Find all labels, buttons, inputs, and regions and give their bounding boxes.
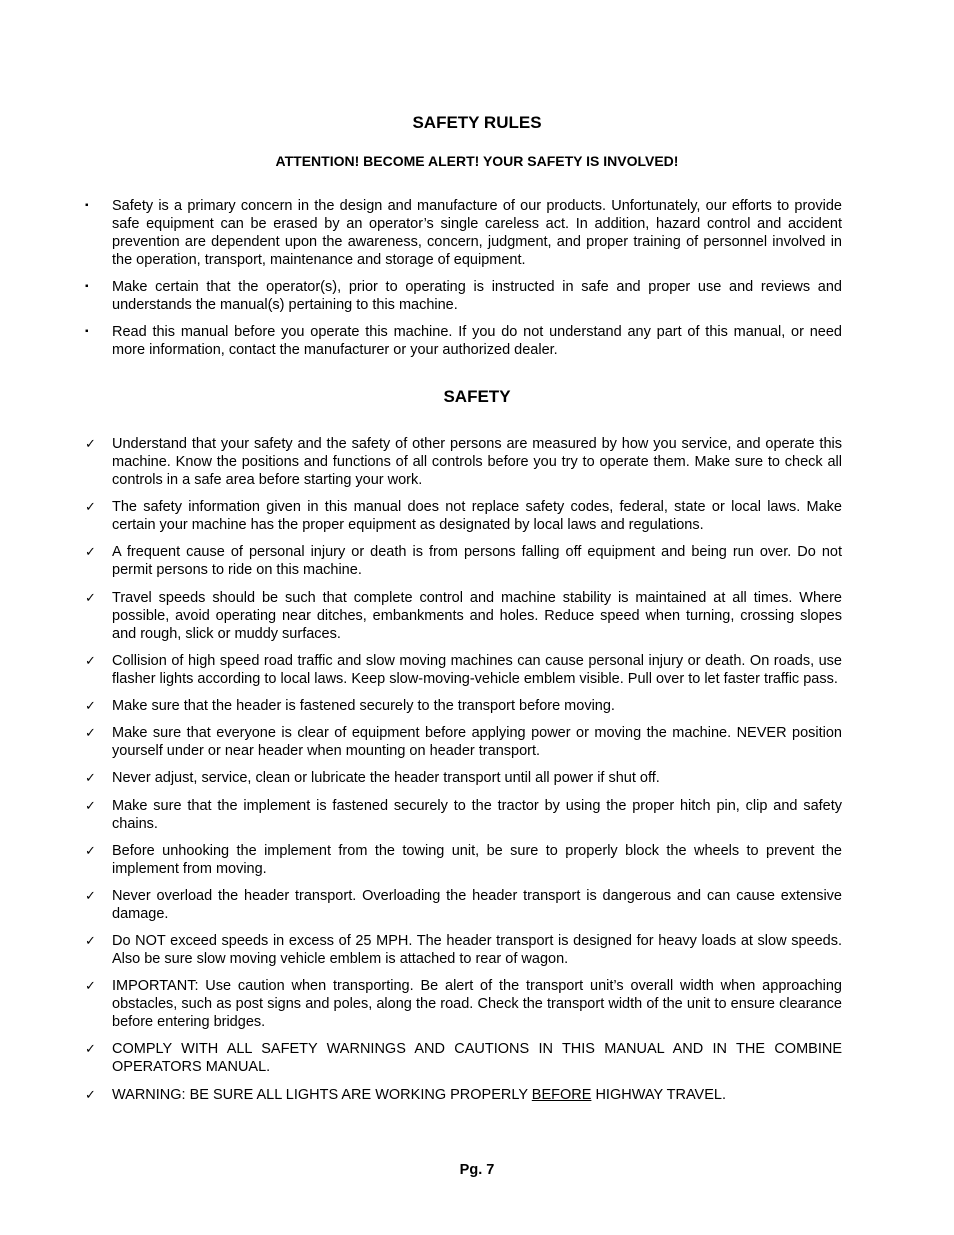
list-item-text: Never overload the header transport. Overloading the header transport is dangerous and can cause extensive damage. bbox=[112, 887, 842, 922]
list-item-text: Safety is a primary concern in the design and manufacture of our products. Unfortunately, our efforts to provide safe equipment can be erased by an operator’s single careless act. In addition, hazard control and accident prevention are dependent upon the awareness, concern, judgment, and proper training of personnel involved in the operation, transport, maintenance and storage of equipment. bbox=[112, 198, 842, 268]
list-item-text: Make sure that everyone is clear of equipment before applying power or moving the machine. NEVER position yourself under or near header when mounting on header transport. bbox=[112, 725, 842, 760]
list-item bbox=[0, 977, 842, 1031]
checkmark-icon: ✓ bbox=[85, 1086, 96, 1102]
list-item-text: Make sure that the implement is fastened securely to the tractor by using the proper hitch pin, clip and safety chains. bbox=[112, 797, 842, 832]
checkmark-icon: ✓ bbox=[85, 978, 96, 994]
list-item-text: The safety information given in this manual does not replace safety codes, federal, state or local laws. Make certain your machine has the proper equipment as designated by local laws and regulations. bbox=[112, 499, 842, 534]
list-item bbox=[0, 797, 842, 833]
list-item-text: Understand that your safety and the safety of other persons are measured by how you service, and operate this machine. Know the positions and functions of all controls before you try to operate them. Make sure to check all controls in a safe area before starting your work. bbox=[112, 436, 842, 488]
list-item-text: COMPLY WITH ALL SAFETY WARNINGS AND CAUTIONS IN THIS MANUAL AND IN THE COMBINE OPERATORS MANUAL. bbox=[112, 1041, 842, 1076]
list-item bbox=[0, 543, 842, 579]
checkmark-icon: ✓ bbox=[85, 797, 96, 813]
list-item-text: A frequent cause of personal injury or death is from persons falling off equipment and being run over. Do not permit persons to ride on this machine. bbox=[112, 544, 842, 579]
checkmark-icon: ✓ bbox=[85, 544, 96, 560]
checkmark-icon: ✓ bbox=[85, 652, 96, 668]
page-subtitle: ATTENTION! BECOME ALERT! YOUR SAFETY IS INVOLVED! bbox=[275, 153, 679, 169]
list-item bbox=[0, 724, 842, 760]
checkmark-icon: ✓ bbox=[85, 887, 96, 903]
list-item bbox=[0, 842, 842, 878]
list-item bbox=[0, 323, 842, 359]
list-item-text: Travel speeds should be such that complete control and machine stability is maintained at all times. Where possible, avoid operating near ditches, embankments and holes. Reduce speed when turning, crossing slopes and rough, slick or muddy surfaces. bbox=[112, 589, 842, 642]
list-item bbox=[0, 197, 842, 269]
checkmark-icon: ✓ bbox=[85, 725, 96, 741]
checkmark-icon: ✓ bbox=[85, 697, 96, 713]
list-item bbox=[0, 887, 842, 923]
list-item-text: Make sure that the header is fastened securely to the transport before moving. bbox=[112, 697, 615, 714]
list-item bbox=[0, 769, 842, 787]
square-bullet-icon: ▪ bbox=[85, 200, 89, 211]
square-bullet-icon: ▪ bbox=[85, 281, 89, 292]
checkmark-icon: ✓ bbox=[85, 436, 96, 451]
checkmark-icon: ✓ bbox=[85, 842, 96, 858]
warning-text-after: HIGHWAY TRAVEL. bbox=[591, 1086, 726, 1103]
square-bullet-icon: ▪ bbox=[85, 326, 89, 337]
list-item-text: Make certain that the operator(s), prior to operating is instructed in safe and proper use and reviews and understands the manual(s) pertaining to this machine. bbox=[112, 279, 842, 313]
list-item bbox=[0, 697, 842, 715]
warning-text-underlined: BEFORE bbox=[531, 1086, 592, 1103]
list-item-text: Never adjust, service, clean or lubricate the header transport until all power if shut off. bbox=[112, 770, 660, 787]
section-title-safety: SAFETY bbox=[443, 387, 511, 406]
list-item-text: Do NOT exceed speeds in excess of 25 MPH. The header transport is designed for heavy loads at slow speeds. Also be sure slow moving vehicle emblem is attached to rear of wagon. bbox=[112, 933, 842, 968]
page-number: Pg. 7 bbox=[459, 1162, 495, 1178]
list-item bbox=[0, 278, 842, 314]
checkmark-icon: ✓ bbox=[85, 770, 96, 786]
list-item-text: Read this manual before you operate this machine. If you do not understand any part of this manual, or need more information, contact the manufacturer or your authorized dealer. bbox=[112, 324, 842, 358]
list-item bbox=[0, 435, 842, 489]
checkmark-icon: ✓ bbox=[85, 1041, 96, 1057]
list-item-text: Collision of high speed road traffic and slow moving machines can cause personal injury or death. On roads, use flasher lights according to local laws. Keep slow-moving-vehicle emblem visible. Pull over to let faster traffic pass. bbox=[112, 652, 842, 687]
safety-rules-list bbox=[0, 197, 954, 368]
list-item bbox=[0, 498, 842, 534]
list-item-text: IMPORTANT: Use caution when transporting. Be alert of the transport unit’s overall width when approaching obstacles, such as post signs and poles, along the road. Check the transport width of the unit to ensure clearance before entering bridges. bbox=[112, 978, 842, 1031]
list-item bbox=[0, 589, 842, 643]
page-title: SAFETY RULES bbox=[412, 113, 542, 132]
list-item-warning bbox=[0, 1086, 842, 1104]
checkmark-icon: ✓ bbox=[85, 499, 96, 515]
list-item bbox=[0, 1040, 842, 1076]
safety-checklist bbox=[0, 435, 954, 1113]
checkmark-icon: ✓ bbox=[85, 589, 96, 605]
list-item bbox=[0, 652, 842, 688]
list-item bbox=[0, 932, 842, 968]
checkmark-icon: ✓ bbox=[85, 933, 96, 949]
list-item-text: Before unhooking the implement from the towing unit, be sure to properly block the wheels to prevent the implement from moving. bbox=[112, 842, 842, 877]
warning-text-before: WARNING: BE SURE ALL LIGHTS ARE WORKING PROPERLY bbox=[112, 1086, 532, 1103]
